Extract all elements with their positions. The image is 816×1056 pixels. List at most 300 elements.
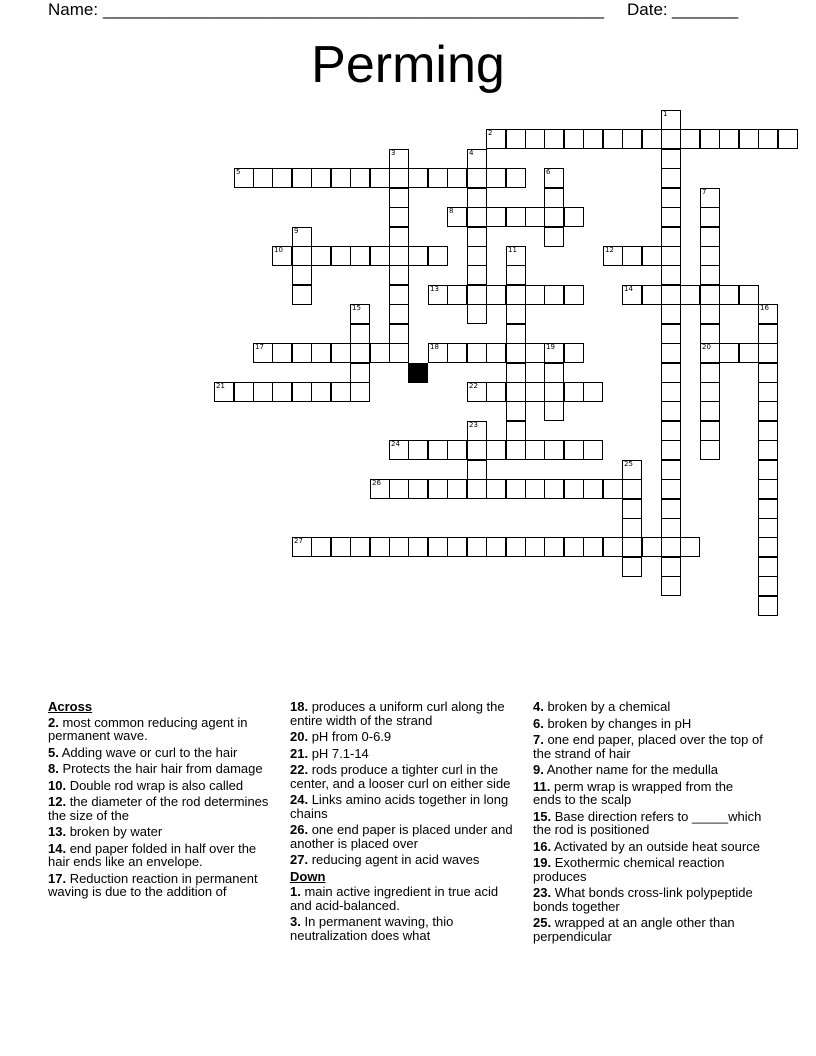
- grid-cell[interactable]: [467, 265, 487, 285]
- grid-cell[interactable]: [350, 537, 370, 557]
- grid-cell[interactable]: [389, 324, 409, 344]
- clue-text: most common reducing agent in permanent wave.: [48, 714, 248, 743]
- grid-cell[interactable]: [253, 382, 273, 402]
- grid-cell[interactable]: [467, 188, 487, 208]
- clue-number: 2: [488, 129, 493, 137]
- grid-cell[interactable]: [525, 382, 545, 402]
- clues-heading: Across: [48, 699, 93, 714]
- clues-column-3: [533, 700, 763, 946]
- grid-cell[interactable]: [311, 168, 331, 188]
- grid-cell[interactable]: [583, 537, 603, 557]
- grid-cell[interactable]: [564, 129, 584, 149]
- grid-cell[interactable]: [700, 304, 720, 324]
- grid-cell[interactable]: [350, 246, 370, 266]
- grid-cell[interactable]: [292, 343, 312, 363]
- grid-cell[interactable]: [700, 343, 720, 363]
- clue-num: 23.: [533, 885, 552, 900]
- grid-cell[interactable]: [758, 557, 778, 577]
- grid-cell[interactable]: [564, 343, 584, 363]
- grid-cell[interactable]: [758, 401, 778, 421]
- clues-column-2: [290, 700, 516, 945]
- grid-cell[interactable]: [525, 285, 545, 305]
- clue-text: broken by a chemical: [543, 699, 671, 714]
- grid-cell[interactable]: [758, 382, 778, 402]
- clue-item: [533, 810, 763, 837]
- clue-number: 20: [702, 343, 711, 351]
- grid-cell[interactable]: [350, 304, 370, 324]
- grid-cell[interactable]: [758, 576, 778, 596]
- clue-item: [48, 746, 274, 760]
- grid-cell[interactable]: [758, 596, 778, 616]
- grid-cell[interactable]: [661, 537, 681, 557]
- grid-cell[interactable]: [467, 343, 487, 363]
- grid-cell[interactable]: [447, 207, 467, 227]
- clue-number: 17: [255, 343, 264, 351]
- grid-cell[interactable]: [622, 246, 642, 266]
- grid-cell[interactable]: [467, 460, 487, 480]
- grid-cell[interactable]: [486, 479, 506, 499]
- clue-num: 12.: [48, 794, 67, 809]
- clue-item: [533, 916, 763, 943]
- grid-cell[interactable]: [253, 343, 273, 363]
- grid-cell[interactable]: [428, 246, 448, 266]
- grid-cell[interactable]: [486, 537, 506, 557]
- grid-cell[interactable]: [544, 363, 564, 383]
- grid-cell[interactable]: [544, 168, 564, 188]
- grid-cell[interactable]: [642, 537, 662, 557]
- grid-cell[interactable]: [408, 246, 428, 266]
- grid-cell[interactable]: [467, 285, 487, 305]
- grid-cell[interactable]: [370, 246, 390, 266]
- grid-cell[interactable]: [389, 227, 409, 247]
- grid-cell[interactable]: [583, 440, 603, 460]
- grid-cell[interactable]: [719, 129, 739, 149]
- grid-cell[interactable]: [758, 324, 778, 344]
- grid-cell[interactable]: [467, 537, 487, 557]
- grid-cell[interactable]: [622, 557, 642, 577]
- clue-item: [290, 853, 516, 867]
- grid-cell[interactable]: [758, 479, 778, 499]
- grid-cell[interactable]: [661, 304, 681, 324]
- clue-number: 8: [449, 207, 454, 215]
- grid-cell[interactable]: [642, 285, 662, 305]
- grid-cell[interactable]: [661, 576, 681, 596]
- grid-cell[interactable]: [467, 304, 487, 324]
- grid-cell[interactable]: [506, 168, 526, 188]
- clue-item: [533, 733, 763, 760]
- clue-num: 17.: [48, 870, 67, 886]
- grid-cell[interactable]: [506, 537, 526, 557]
- grid-cell[interactable]: [292, 382, 312, 402]
- grid-cell[interactable]: [661, 168, 681, 188]
- grid-cell[interactable]: [311, 382, 331, 402]
- clue-item: [290, 915, 516, 942]
- clue-number: 3: [391, 149, 396, 157]
- grid-cell[interactable]: [661, 421, 681, 441]
- grid-cell[interactable]: [486, 168, 506, 188]
- grid-cell[interactable]: [486, 343, 506, 363]
- grid-cell[interactable]: [389, 207, 409, 227]
- grid-cell[interactable]: [389, 537, 409, 557]
- grid-cell[interactable]: [700, 401, 720, 421]
- grid-cell[interactable]: [389, 246, 409, 266]
- grid-cell[interactable]: [564, 479, 584, 499]
- grid-cell[interactable]: [486, 207, 506, 227]
- clue-number: 23: [469, 421, 478, 429]
- grid-cell[interactable]: [642, 129, 662, 149]
- grid-cell[interactable]: [428, 479, 448, 499]
- clue-number: 21: [216, 382, 225, 390]
- grid-cell[interactable]: [661, 188, 681, 208]
- grid-cell[interactable]: [506, 382, 526, 402]
- grid-cell[interactable]: [700, 285, 720, 305]
- grid-cell[interactable]: [661, 557, 681, 577]
- grid-cell[interactable]: [564, 285, 584, 305]
- grid-cell[interactable]: [467, 168, 487, 188]
- grid-cell[interactable]: [467, 246, 487, 266]
- grid-cell[interactable]: [506, 265, 526, 285]
- grid-cell[interactable]: [622, 499, 642, 519]
- clue-item: [533, 856, 763, 883]
- clue-text: Activated by an outside heat source: [551, 838, 760, 854]
- clue-num: 15.: [533, 808, 552, 824]
- clue-number: 5: [236, 168, 241, 176]
- grid-cell[interactable]: [758, 440, 778, 460]
- grid-cell[interactable]: [700, 382, 720, 402]
- clue-number: 14: [624, 285, 633, 293]
- grid-cell[interactable]: [661, 460, 681, 480]
- clue-item: [290, 700, 516, 727]
- grid-cell[interactable]: [467, 479, 487, 499]
- grid-cell[interactable]: [292, 285, 312, 305]
- grid-cell[interactable]: [525, 207, 545, 227]
- grid-cell[interactable]: [719, 285, 739, 305]
- grid-cell[interactable]: [525, 440, 545, 460]
- grid-cell[interactable]: [622, 129, 642, 149]
- name-label: Name:: [48, 0, 99, 19]
- grid-cell[interactable]: [544, 129, 564, 149]
- clue-item: [290, 730, 516, 744]
- grid-cell[interactable]: [389, 304, 409, 324]
- grid-cell[interactable]: [564, 537, 584, 557]
- grid-cell[interactable]: [467, 440, 487, 460]
- grid-cell[interactable]: [661, 285, 681, 305]
- grid-cell[interactable]: [370, 537, 390, 557]
- grid-cell[interactable]: [583, 479, 603, 499]
- clue-number: 12: [605, 246, 614, 254]
- grid-cell[interactable]: [700, 227, 720, 247]
- grid-cell[interactable]: [506, 479, 526, 499]
- grid-cell[interactable]: [642, 246, 662, 266]
- clue-item: [48, 716, 274, 743]
- clue-item: [48, 762, 274, 776]
- grid-cell[interactable]: [661, 207, 681, 227]
- grid-cell[interactable]: [428, 168, 448, 188]
- grid-cell[interactable]: [506, 363, 526, 383]
- grid-cell[interactable]: [447, 343, 467, 363]
- grid-cell[interactable]: [758, 460, 778, 480]
- grid-cell[interactable]: [506, 421, 526, 441]
- grid-cell[interactable]: [758, 499, 778, 519]
- grid-cell[interactable]: [272, 382, 292, 402]
- grid-cell[interactable]: [350, 324, 370, 344]
- grid-cell[interactable]: [700, 246, 720, 266]
- clue-text: produces a uniform curl along the entire width of the strand: [290, 699, 505, 728]
- clue-item: [48, 825, 274, 839]
- grid-cell[interactable]: [622, 537, 642, 557]
- grid-cell[interactable]: [603, 479, 623, 499]
- grid-cell[interactable]: [661, 401, 681, 421]
- clue-num: 24.: [290, 792, 309, 807]
- grid-cell[interactable]: [739, 129, 759, 149]
- grid-cell[interactable]: [525, 479, 545, 499]
- clue-item: [533, 886, 763, 913]
- name-field-line[interactable]: _____________________________________________________: [103, 0, 605, 19]
- grid-cell[interactable]: [622, 460, 642, 480]
- clue-text: reducing agent in acid waves: [308, 852, 480, 867]
- grid-cell[interactable]: [661, 440, 681, 460]
- grid-cell[interactable]: [583, 129, 603, 149]
- grid-cell[interactable]: [214, 382, 234, 402]
- clue-text: main active ingredient in true acid and acid-balanced.: [290, 884, 499, 913]
- grid-cell[interactable]: [564, 440, 584, 460]
- grid-cell[interactable]: [525, 537, 545, 557]
- grid-cell[interactable]: [447, 440, 467, 460]
- grid-cell[interactable]: [428, 343, 448, 363]
- grid-cell[interactable]: [661, 265, 681, 285]
- grid-cell[interactable]: [506, 246, 526, 266]
- clue-text: Links amino acids together in long chains: [290, 792, 509, 821]
- grid-cell[interactable]: [661, 343, 681, 363]
- grid-cell[interactable]: [758, 518, 778, 538]
- grid-cell[interactable]: [486, 129, 506, 149]
- clues-heading: Down: [290, 868, 326, 884]
- grid-cell[interactable]: [700, 188, 720, 208]
- clue-number: 18: [430, 343, 439, 351]
- grid-cell[interactable]: [428, 440, 448, 460]
- grid-cell[interactable]: [506, 207, 526, 227]
- grid-cell[interactable]: [408, 479, 428, 499]
- grid-cell[interactable]: [603, 537, 623, 557]
- grid-cell[interactable]: [311, 246, 331, 266]
- grid-cell[interactable]: [272, 246, 292, 266]
- grid-cell[interactable]: [544, 188, 564, 208]
- clue-num: 2.: [48, 714, 59, 730]
- grid-cell[interactable]: [389, 440, 409, 460]
- grid-cell[interactable]: [311, 343, 331, 363]
- grid-cell[interactable]: [292, 265, 312, 285]
- grid-cell[interactable]: [292, 227, 312, 247]
- grid-cell[interactable]: [661, 227, 681, 247]
- clue-num: 1.: [290, 884, 301, 899]
- clue-num: 3.: [290, 914, 301, 929]
- grid-cell[interactable]: [428, 285, 448, 305]
- grid-cell[interactable]: [428, 537, 448, 557]
- grid-cell[interactable]: [408, 537, 428, 557]
- grid-cell[interactable]: [700, 265, 720, 285]
- grid-cell[interactable]: [389, 265, 409, 285]
- grid-cell[interactable]: [331, 246, 351, 266]
- grid-cell[interactable]: [292, 168, 312, 188]
- grid-cell[interactable]: [680, 285, 700, 305]
- clue-num: 5.: [48, 744, 59, 760]
- grid-cell[interactable]: [467, 149, 487, 169]
- clue-text: broken by changes in pH: [543, 715, 692, 731]
- grid-cell[interactable]: [778, 129, 798, 149]
- grid-cell[interactable]: [525, 129, 545, 149]
- grid-cell[interactable]: [661, 479, 681, 499]
- grid-cell[interactable]: [272, 343, 292, 363]
- grid-cell[interactable]: [622, 518, 642, 538]
- grid-cell[interactable]: [447, 479, 467, 499]
- grid-cell[interactable]: [331, 537, 351, 557]
- grid-cell[interactable]: [331, 168, 351, 188]
- grid-cell[interactable]: [622, 285, 642, 305]
- grid-cell[interactable]: [350, 343, 370, 363]
- clue-number: 1: [663, 110, 668, 118]
- clue-text: wrapped at an angle other than perpendicular: [533, 915, 735, 944]
- grid-cell[interactable]: [544, 343, 564, 363]
- grid-cell[interactable]: [389, 168, 409, 188]
- grid-cell[interactable]: [544, 382, 564, 402]
- grid-cell[interactable]: [680, 537, 700, 557]
- clue-number: 27: [294, 537, 303, 545]
- grid-cell[interactable]: [739, 343, 759, 363]
- grid-cell[interactable]: [758, 304, 778, 324]
- grid-cell[interactable]: [544, 479, 564, 499]
- grid-cell[interactable]: [311, 537, 331, 557]
- grid-cell[interactable]: [564, 382, 584, 402]
- grid-cell[interactable]: [486, 382, 506, 402]
- grid-cell[interactable]: [506, 324, 526, 344]
- grid-cell[interactable]: [544, 285, 564, 305]
- grid-cell[interactable]: [603, 246, 623, 266]
- grid-cell[interactable]: [506, 343, 526, 363]
- grid-cell[interactable]: [350, 382, 370, 402]
- grid-cell[interactable]: [447, 537, 467, 557]
- grid-cell[interactable]: [506, 304, 526, 324]
- grid-cell[interactable]: [700, 129, 720, 149]
- grid-cell[interactable]: [408, 440, 428, 460]
- clue-number: 22: [469, 382, 478, 390]
- grid-cell[interactable]: [447, 285, 467, 305]
- grid-cell[interactable]: [700, 207, 720, 227]
- grid-cell[interactable]: [292, 246, 312, 266]
- grid-cell[interactable]: [486, 285, 506, 305]
- grid-cell[interactable]: [389, 188, 409, 208]
- grid-cell[interactable]: [253, 168, 273, 188]
- grid-cell[interactable]: [680, 129, 700, 149]
- clue-item: [48, 795, 274, 822]
- grid-cell[interactable]: [467, 227, 487, 247]
- grid-cell[interactable]: [758, 129, 778, 149]
- grid-cell[interactable]: [719, 343, 739, 363]
- clue-num: 26.: [290, 822, 309, 837]
- grid-cell[interactable]: [700, 324, 720, 344]
- clue-text: pH 7.1-14: [308, 745, 369, 761]
- grid-cell[interactable]: [583, 382, 603, 402]
- grid-cell[interactable]: [661, 110, 681, 130]
- grid-cell[interactable]: [661, 499, 681, 519]
- grid-cell[interactable]: [544, 401, 564, 421]
- grid-cell[interactable]: [758, 537, 778, 557]
- clue-number: 25: [624, 460, 633, 468]
- grid-cell[interactable]: [661, 149, 681, 169]
- grid-cell[interactable]: [661, 518, 681, 538]
- grid-cell[interactable]: [389, 149, 409, 169]
- grid-cell[interactable]: [408, 168, 428, 188]
- clue-text: the diameter of the rod determines the size of the: [48, 794, 269, 823]
- grid-cell[interactable]: [622, 479, 642, 499]
- grid-cell[interactable]: [661, 129, 681, 149]
- grid-cell[interactable]: [389, 343, 409, 363]
- grid-cell[interactable]: [467, 382, 487, 402]
- clue-text: pH from 0-6.9: [308, 729, 392, 744]
- grid-cell[interactable]: [544, 227, 564, 247]
- grid-cell[interactable]: [758, 343, 778, 363]
- grid-cell[interactable]: [544, 537, 564, 557]
- grid-cell[interactable]: [389, 285, 409, 305]
- grid-cell[interactable]: [739, 285, 759, 305]
- grid-cell[interactable]: [661, 382, 681, 402]
- grid-cell[interactable]: [700, 363, 720, 383]
- clue-item: [290, 747, 516, 761]
- clue-num: 9.: [533, 762, 544, 777]
- clue-text: Protects the hair hair from damage: [58, 761, 263, 776]
- grid-cell[interactable]: [564, 207, 584, 227]
- grid-cell[interactable]: [661, 324, 681, 344]
- grid-cell[interactable]: [331, 343, 351, 363]
- grid-cell[interactable]: [370, 479, 390, 499]
- grid-cell[interactable]: [486, 440, 506, 460]
- date-field-line[interactable]: _______: [672, 0, 739, 19]
- grid-cell[interactable]: [544, 207, 564, 227]
- grid-cell[interactable]: [234, 168, 254, 188]
- grid-cell[interactable]: [603, 129, 623, 149]
- grid-cell[interactable]: [467, 207, 487, 227]
- grid-cell[interactable]: [447, 168, 467, 188]
- grid-cell[interactable]: [272, 168, 292, 188]
- grid-cell[interactable]: [661, 363, 681, 383]
- grid-cell[interactable]: [506, 285, 526, 305]
- clue-item: [290, 823, 516, 850]
- grid-cell[interactable]: [292, 537, 312, 557]
- grid-cell[interactable]: [467, 421, 487, 441]
- clue-number: 11: [508, 246, 517, 254]
- grid-cell[interactable]: [234, 382, 254, 402]
- grid-cell[interactable]: [350, 168, 370, 188]
- grid-cell[interactable]: [331, 382, 351, 402]
- grid-cell[interactable]: [758, 421, 778, 441]
- grid-cell[interactable]: [700, 440, 720, 460]
- grid-cell[interactable]: [506, 440, 526, 460]
- clue-num: 10.: [48, 777, 67, 793]
- grid-cell[interactable]: [700, 421, 720, 441]
- grid-cell[interactable]: [370, 343, 390, 363]
- grid-cell[interactable]: [544, 440, 564, 460]
- clue-text: Exothermic chemical reaction produces: [533, 855, 725, 884]
- grid-cell[interactable]: [758, 363, 778, 383]
- grid-cell[interactable]: [506, 401, 526, 421]
- grid-cell[interactable]: [350, 363, 370, 383]
- blocked-cell: [408, 363, 428, 383]
- grid-cell[interactable]: [661, 246, 681, 266]
- grid-cell[interactable]: [525, 343, 545, 363]
- grid-cell[interactable]: [389, 479, 409, 499]
- clue-number: 13: [430, 285, 439, 293]
- grid-cell[interactable]: [370, 168, 390, 188]
- grid-cell[interactable]: [506, 129, 526, 149]
